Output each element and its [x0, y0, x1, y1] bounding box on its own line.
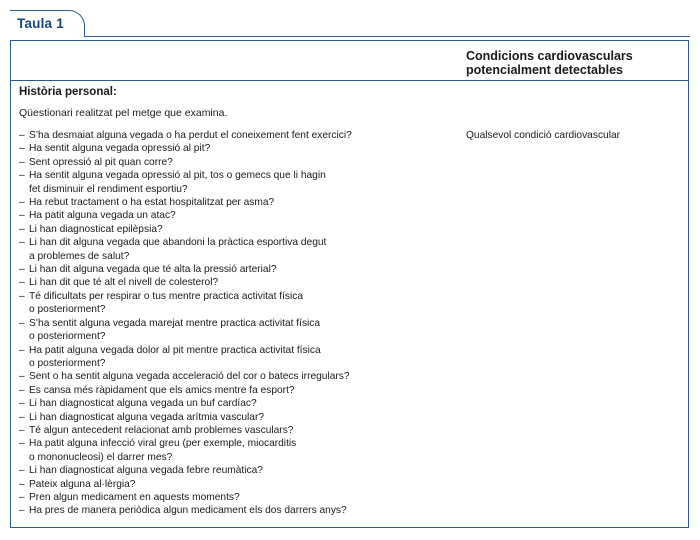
dash-bullet: –: [19, 237, 25, 249]
dash-bullet: –: [19, 143, 25, 155]
dash-bullet: –: [19, 223, 25, 235]
question-item: [19, 411, 439, 424]
question-item: [19, 370, 439, 383]
question-text: Pateix alguna al·lèrgia?: [29, 478, 136, 490]
question-text: Ha patit alguna vegada dolor al pit mentre practica activitat física: [29, 344, 321, 356]
question-item: [19, 223, 439, 236]
question-item: [19, 424, 439, 437]
question-item: [19, 290, 439, 317]
question-item: [19, 263, 439, 276]
question-item: [19, 156, 439, 169]
question-item: [19, 317, 439, 344]
condition-cell: Qualsevol condició cardiovascular: [466, 130, 621, 141]
column-header-line: potencialment detectables: [466, 62, 623, 77]
question-text: Té algun antecedent relacionat amb problemes vasculars?: [29, 424, 294, 436]
dash-bullet: –: [19, 478, 25, 490]
question-item: [19, 504, 439, 517]
question-item: [19, 129, 439, 142]
dash-bullet: –: [19, 290, 25, 302]
question-item: [19, 384, 439, 397]
question-text: Li han dit alguna vegada que té alta la pressió arterial?: [29, 264, 277, 276]
question-item: [19, 344, 439, 371]
question-item: [19, 196, 439, 209]
question-text: o mononucleosi) el darrer mes?: [29, 451, 173, 463]
table-title: Taula 1: [17, 16, 64, 31]
question-text: Ha pres de manera periòdica algun medicament els dos darrers anys?: [29, 505, 347, 517]
column-header: [466, 50, 666, 77]
question-text: Pren algun medicament en aquests moments?: [29, 491, 240, 503]
question-item: [19, 397, 439, 410]
dash-bullet: –: [19, 210, 25, 222]
question-item: [19, 491, 439, 504]
question-text: Ha patit alguna vegada un atac?: [29, 210, 176, 222]
question-text: Ha sentit alguna vegada opressió al pit?: [29, 143, 211, 155]
tab-underline: [10, 36, 690, 37]
dash-bullet: –: [19, 411, 25, 423]
dash-bullet: –: [19, 491, 25, 503]
question-text: Ha sentit alguna vegada opressió al pit, tos o gemecs que li hagin: [29, 170, 326, 182]
dash-bullet: –: [19, 424, 25, 436]
question-item: [19, 276, 439, 289]
question-text: Es cansa més ràpidament que els amics mentre fa esport?: [29, 384, 295, 396]
question-text: o posteriorment?: [29, 304, 106, 316]
question-text: o posteriorment?: [29, 331, 106, 343]
dash-bullet: –: [19, 170, 25, 182]
question-text: o posteriorment?: [29, 357, 106, 369]
question-item: [19, 478, 439, 491]
question-text: Ha patit alguna infecció viral greu (per exemple, miocarditis: [29, 438, 297, 450]
dash-bullet: –: [19, 197, 25, 209]
question-text: Li han diagnosticat alguna vegada un buf cardíac?: [29, 398, 257, 410]
question-list: [19, 129, 439, 518]
dash-bullet: –: [19, 277, 25, 289]
question-text: Ha rebut tractament o ha estat hospitalitzat per asma?: [29, 197, 275, 209]
intro-text: Qüestionari realitzat pel metge que examina.: [19, 107, 228, 119]
dash-bullet: –: [19, 130, 25, 141]
column-header-line: Condicions cardiovasculars: [466, 49, 633, 63]
question-text: S’ha sentit alguna vegada marejat mentre practica activitat física: [29, 317, 321, 329]
dash-bullet: –: [19, 264, 25, 276]
dash-bullet: –: [19, 438, 25, 450]
dash-bullet: –: [19, 156, 25, 168]
question-item: [19, 169, 439, 196]
question-item: [19, 236, 439, 263]
question-text: Li han diagnosticat epilèpsia?: [29, 223, 163, 235]
question-text: Sent o ha sentit alguna vegada acceleració del cor o batecs irregulars?: [29, 371, 350, 383]
question-text: Li han dit que té alt el nivell de colesterol?: [29, 277, 219, 289]
question-item: [19, 209, 439, 222]
question-text: Té dificultats per respirar o tus mentre practica activitat física: [29, 290, 304, 302]
question-item: [19, 437, 439, 464]
dash-bullet: –: [19, 465, 25, 477]
question-text: Sent opressió al pit quan corre?: [29, 156, 173, 168]
dash-bullet: –: [19, 398, 25, 410]
question-text: a problemes de salut?: [29, 250, 130, 262]
question-text: fet disminuir el rendiment esportiu?: [29, 183, 188, 195]
dash-bullet: –: [19, 505, 25, 517]
section-title: Història personal:: [19, 86, 117, 98]
question-text: Li han dit alguna vegada que abandoni la pràctica esportiva degut: [29, 237, 327, 249]
question-text: Li han diagnosticat alguna vegada febre reumàtica?: [29, 465, 263, 477]
question-text: Li han diagnosticat alguna vegada arítmia vascular?: [29, 411, 265, 423]
header-divider: [10, 80, 689, 81]
question-item: [19, 142, 439, 155]
dash-bullet: –: [19, 384, 25, 396]
dash-bullet: –: [19, 344, 25, 356]
question-item: [19, 464, 439, 477]
question-text: S’ha desmaiat alguna vegada o ha perdut el coneixement fent exercici?: [29, 130, 352, 141]
dash-bullet: –: [19, 317, 25, 329]
dash-bullet: –: [19, 371, 25, 383]
